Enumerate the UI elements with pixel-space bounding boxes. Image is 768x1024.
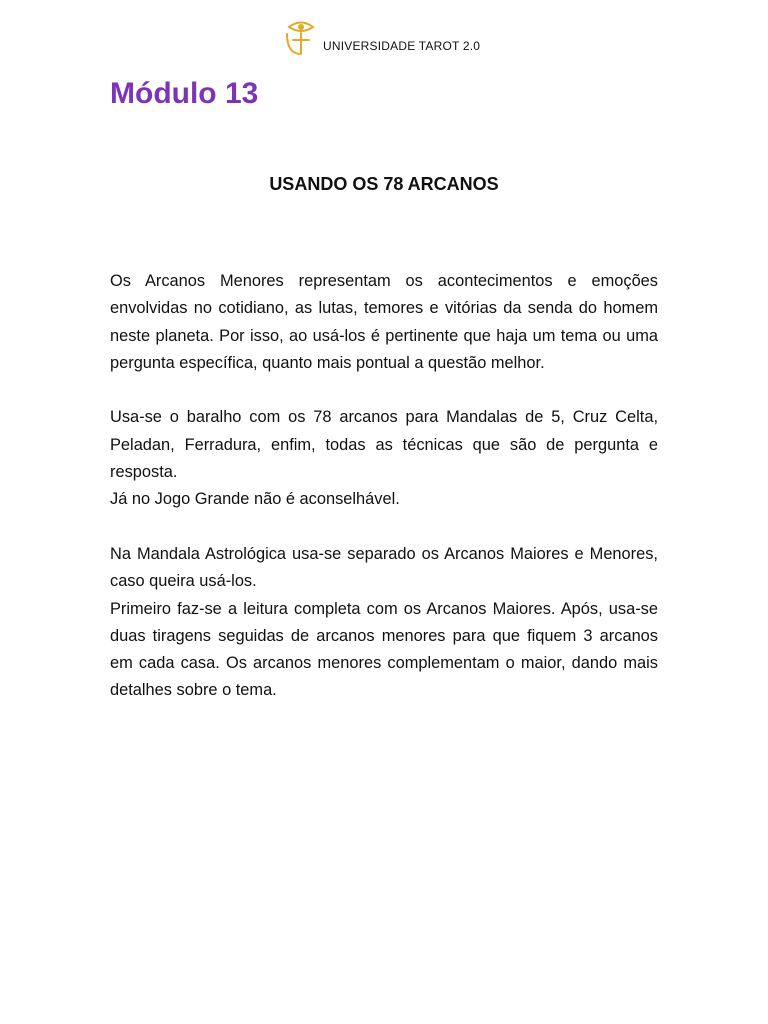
module-title: Módulo 13 (110, 77, 259, 110)
paragraph: Usa-se o baralho com os 78 arcanos para Mandalas de 5, Cruz Celta, Peladan, Ferradura, enfim, todas as técnicas que são de pergunta e resposta. (110, 408, 658, 482)
tarot-eye-figure-logo-icon (282, 18, 320, 56)
paragraph: Primeiro faz-se a leitura completa com os Arcanos Maiores. Após, usa-se duas tiragens seguidas de arcanos menores para que fiquem 3 arcanos em cada casa. Os arcanos menores complementam o maior, dando mais detalhes sobre o tema. (110, 599, 658, 700)
page-header (282, 16, 480, 56)
document-title: USANDO OS 78 ARCANOS (269, 174, 499, 194)
paragraph: Já no Jogo Grande não é aconselhável. (110, 490, 400, 509)
document-body (110, 268, 658, 705)
brand-name: UNIVERSIDADE TAROT 2.0 (323, 39, 481, 53)
paragraph: Os Arcanos Menores representam os acontecimentos e emoções envolvidas no cotidiano, as lutas, temores e vitórias da senda do homem neste planeta. Por isso, ao usá-los é pertinente que haja um tema ou uma pergunta específica, quanto mais pontual a questão melhor. (110, 272, 658, 372)
paragraph: Na Mandala Astrológica usa-se separado os Arcanos Maiores e Menores, caso queira usá-los. (110, 544, 658, 591)
